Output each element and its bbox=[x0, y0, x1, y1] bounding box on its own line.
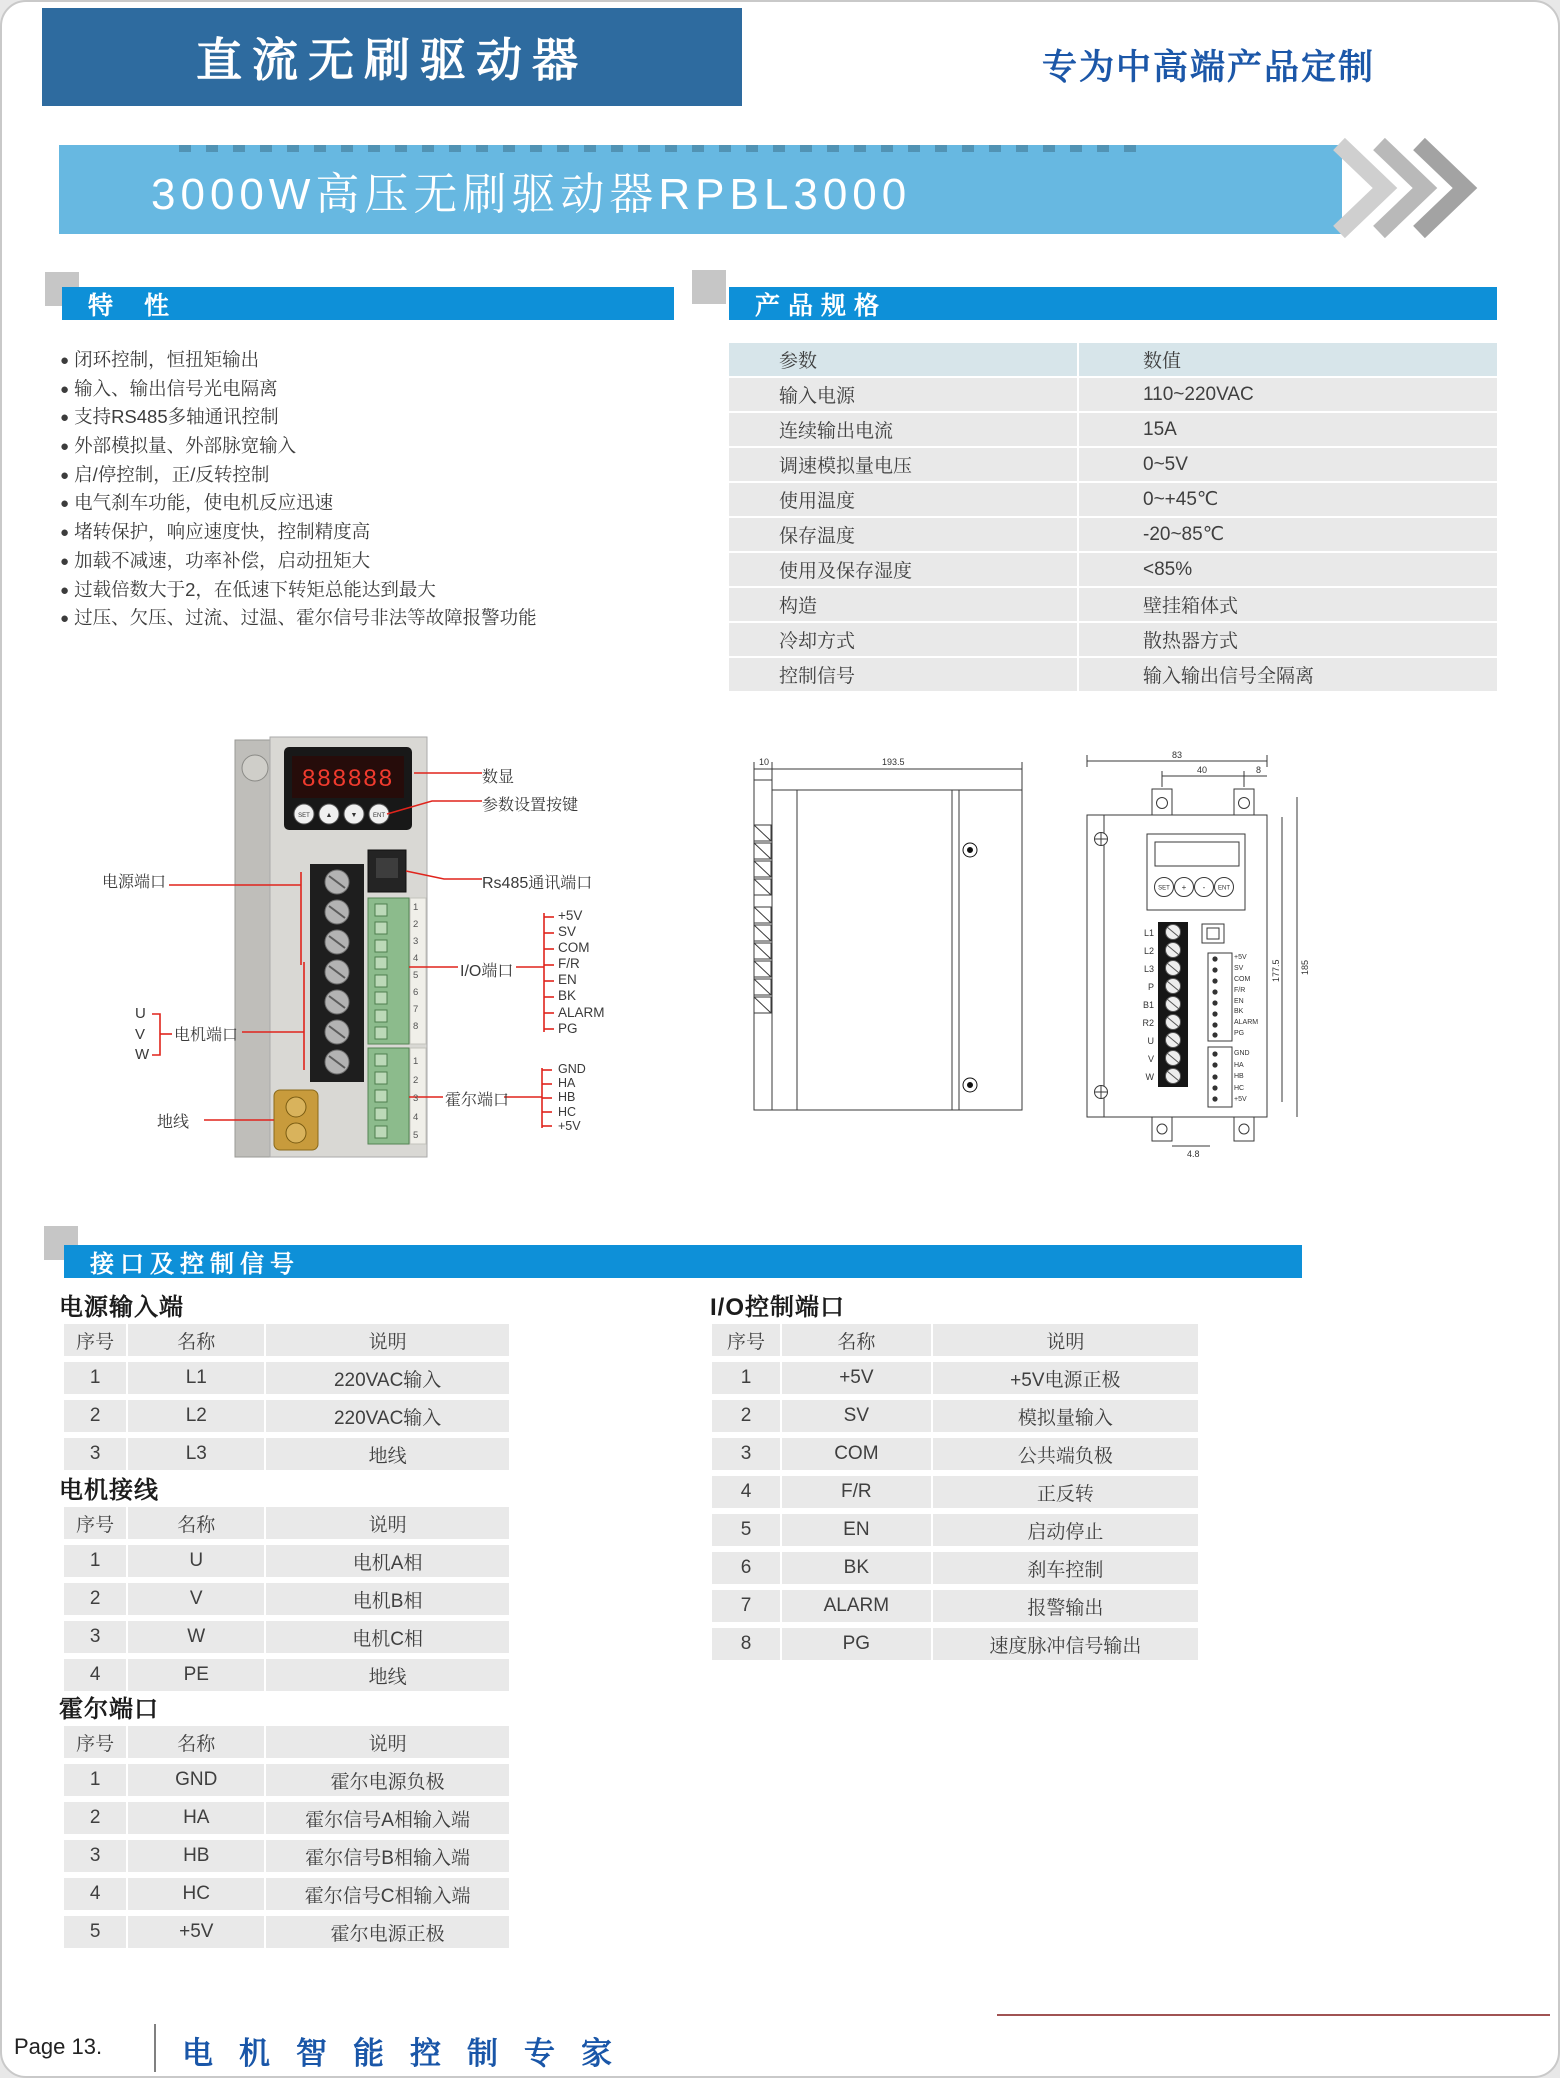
table-cell: HA bbox=[126, 1802, 264, 1834]
io-pin-label: COM bbox=[1234, 975, 1251, 983]
dim-193-5: 193.5 bbox=[882, 757, 905, 767]
table-cell: 1 bbox=[64, 1545, 126, 1577]
table-header-cell: 序号 bbox=[712, 1324, 780, 1356]
table-cell: 15A bbox=[1077, 413, 1497, 446]
header-title-box bbox=[42, 8, 742, 106]
connector-number: 1 bbox=[413, 902, 419, 913]
table-cell: HC bbox=[126, 1878, 264, 1910]
table-cell: 3 bbox=[64, 1621, 126, 1653]
terminal-label: L1 bbox=[1143, 928, 1154, 938]
table-cell: BK bbox=[780, 1552, 931, 1584]
table-cell: 调速模拟量电压 bbox=[729, 448, 1077, 481]
specs-table bbox=[729, 341, 1497, 693]
table-cell: 3 bbox=[64, 1438, 126, 1470]
table-cell: 报警输出 bbox=[931, 1590, 1198, 1622]
rs485-callout-label: Rs485通讯端口 bbox=[482, 875, 593, 892]
io-pin-label: +5V bbox=[558, 908, 583, 923]
table-cell: W bbox=[126, 1621, 264, 1653]
specs-section-bar bbox=[729, 287, 1497, 320]
table-cell: <85% bbox=[1077, 553, 1497, 586]
table-cell: 7 bbox=[712, 1590, 780, 1622]
terminal-label: R2 bbox=[1142, 1018, 1154, 1028]
up-button-icon: ▲ bbox=[325, 812, 333, 819]
table-cell: 控制信号 bbox=[729, 658, 1077, 691]
power-table-grid bbox=[64, 1318, 509, 1476]
table-cell: PG bbox=[780, 1628, 931, 1660]
table-cell: V bbox=[126, 1583, 264, 1615]
table-cell: 4 bbox=[64, 1878, 126, 1910]
table-cell: 4 bbox=[64, 1659, 126, 1691]
footer-vertical-bar bbox=[154, 2024, 156, 2072]
front-terminal-labels bbox=[1128, 924, 1154, 1086]
table-cell: 使用温度 bbox=[729, 483, 1077, 516]
table-cell: 2 bbox=[64, 1802, 126, 1834]
down-button-icon: ▼ bbox=[350, 812, 358, 819]
io-pin-label: COM bbox=[558, 940, 590, 956]
table-cell: 构造 bbox=[729, 588, 1077, 621]
table-header-cell: 名称 bbox=[780, 1324, 931, 1356]
io-pin-label: BK bbox=[1234, 1008, 1244, 1016]
io-port-label: I/O端口 bbox=[460, 963, 514, 980]
features-section-title: 特 性 bbox=[88, 291, 181, 320]
table-cell: 地线 bbox=[264, 1438, 509, 1470]
product-banner bbox=[59, 145, 1342, 234]
interface-section-bar bbox=[64, 1245, 1302, 1278]
table-cell: 电机B相 bbox=[264, 1583, 509, 1615]
dim-40: 40 bbox=[1197, 765, 1208, 775]
feature-item: ● 过压、欠压、过流、过温、霍尔信号非法等故障报警功能 bbox=[60, 604, 740, 633]
table-header-cell: 名称 bbox=[126, 1324, 264, 1356]
io-pin-label: +5V bbox=[1234, 954, 1247, 961]
front-view-drawing bbox=[1082, 747, 1322, 1165]
hall-table-grid bbox=[64, 1720, 509, 1954]
table-header-cell: 名称 bbox=[126, 1507, 264, 1539]
hall-connector-numbers bbox=[413, 1053, 418, 1146]
table-cell: L2 bbox=[126, 1400, 264, 1432]
table-header-cell: 说明 bbox=[264, 1726, 509, 1758]
io-pin-label: SV bbox=[1234, 964, 1244, 972]
io-pin-label: ALARM bbox=[1234, 1019, 1259, 1027]
table-header-cell: 序号 bbox=[64, 1507, 126, 1539]
io-pin-label: SV bbox=[558, 924, 577, 940]
table-cell: 冷却方式 bbox=[729, 623, 1077, 656]
hall-table-title: 霍尔端口 bbox=[59, 1696, 159, 1723]
table-cell: 霍尔电源负极 bbox=[264, 1764, 509, 1796]
banner-decoration bbox=[179, 145, 1142, 152]
dim-83: 83 bbox=[1172, 750, 1183, 760]
dim-185: 185 bbox=[1300, 959, 1310, 975]
table-cell: 输入输出信号全隔离 bbox=[1077, 658, 1497, 691]
terminal-label: B1 bbox=[1142, 1000, 1154, 1010]
table-cell: 1 bbox=[64, 1764, 126, 1796]
ground-label: 地线 bbox=[157, 1114, 190, 1131]
hall-pin-label: HB bbox=[558, 1090, 576, 1105]
ent-button-icon: ENT bbox=[373, 813, 385, 819]
table-cell: 输入电源 bbox=[729, 378, 1077, 411]
table-cell: +5V bbox=[780, 1362, 931, 1394]
table-header-cell: 数值 bbox=[1077, 343, 1497, 376]
io-connector-numbers bbox=[413, 899, 418, 1035]
hall-pin-labels bbox=[558, 1062, 586, 1133]
table-cell: 霍尔信号A相输入端 bbox=[264, 1802, 509, 1834]
front-hall-pin-labels bbox=[1234, 1048, 1250, 1106]
table-cell: 8 bbox=[712, 1628, 780, 1660]
hall-port-label: 霍尔端口 bbox=[445, 1092, 510, 1109]
feature-item: ● 外部模拟量、外部脉宽输入 bbox=[60, 432, 740, 461]
table-cell: 2 bbox=[712, 1400, 780, 1432]
table-header-cell: 名称 bbox=[126, 1726, 264, 1758]
hall-pin-label: +5V bbox=[558, 1118, 581, 1133]
fv-plus-button: + bbox=[1181, 883, 1187, 892]
io-pin-label: BK bbox=[558, 988, 577, 1004]
table-cell: 使用及保存湿度 bbox=[729, 553, 1077, 586]
hall-pin-label: HB bbox=[1234, 1073, 1244, 1080]
terminal-label: W bbox=[1145, 1072, 1154, 1082]
table-cell: 2 bbox=[64, 1400, 126, 1432]
motor-phase-label: W bbox=[135, 1046, 150, 1063]
table-header-cell: 说明 bbox=[931, 1324, 1198, 1356]
table-header-cell: 序号 bbox=[64, 1324, 126, 1356]
motor-phase-label: U bbox=[135, 1005, 146, 1022]
table-cell: ALARM bbox=[780, 1590, 931, 1622]
specs-section-title: 产品规格 bbox=[755, 291, 888, 320]
table-cell: 电机C相 bbox=[264, 1621, 509, 1653]
connector-number: 4 bbox=[413, 1111, 419, 1123]
terminal-label: L3 bbox=[1143, 964, 1154, 974]
hall-pin-label: GND bbox=[558, 1062, 586, 1076]
table-cell: 4 bbox=[712, 1476, 780, 1508]
table-cell: GND bbox=[126, 1764, 264, 1796]
feature-item: ● 支持RS485多轴通讯控制 bbox=[60, 403, 740, 432]
connector-number: 5 bbox=[413, 1130, 419, 1141]
motor-table-grid bbox=[64, 1501, 509, 1697]
io-pin-label: F/R bbox=[558, 956, 580, 972]
hall-pin-label: HC bbox=[1234, 1084, 1245, 1092]
table-cell: 220VAC输入 bbox=[264, 1400, 509, 1432]
table-cell: 0~5V bbox=[1077, 448, 1497, 481]
table-cell: 公共端负极 bbox=[931, 1438, 1198, 1470]
section-square bbox=[692, 270, 726, 304]
connector-number: 5 bbox=[413, 970, 419, 981]
table-cell: 1 bbox=[64, 1362, 126, 1394]
features-list bbox=[60, 346, 740, 633]
table-cell: 地线 bbox=[264, 1659, 509, 1691]
table-cell: 霍尔电源正极 bbox=[264, 1916, 509, 1948]
buttons-callout-label: 参数设置按键 bbox=[482, 797, 579, 814]
power-table-title: 电源输入端 bbox=[59, 1294, 184, 1321]
hall-pin-label: HC bbox=[558, 1104, 577, 1119]
set-button-icon: SET bbox=[298, 813, 310, 819]
table-cell: -20~85℃ bbox=[1077, 518, 1497, 551]
hall-port-table bbox=[64, 1720, 509, 1954]
table-cell: EN bbox=[780, 1514, 931, 1546]
connector-number: 2 bbox=[413, 919, 419, 930]
io-table-title: I/O控制端口 bbox=[710, 1294, 846, 1321]
table-cell: 霍尔信号B相输入端 bbox=[264, 1840, 509, 1872]
io-pin-label: PG bbox=[558, 1020, 578, 1036]
features-section-bar bbox=[62, 287, 674, 320]
front-io-pin-labels bbox=[1234, 953, 1258, 1040]
table-cell: 5 bbox=[712, 1514, 780, 1546]
specs-table-grid bbox=[729, 341, 1497, 693]
hall-pin-label: +5V bbox=[1234, 1096, 1247, 1103]
table-cell: 保存温度 bbox=[729, 518, 1077, 551]
feature-item: ● 堵转保护，响应速度快，控制精度高 bbox=[60, 518, 740, 547]
connector-number: 6 bbox=[413, 987, 419, 998]
table-cell: 模拟量输入 bbox=[931, 1400, 1198, 1432]
table-cell: 霍尔信号C相输入端 bbox=[264, 1878, 509, 1910]
table-cell: 110~220VAC bbox=[1077, 378, 1497, 411]
table-cell: 正反转 bbox=[931, 1476, 1198, 1508]
table-cell: 3 bbox=[64, 1840, 126, 1872]
dim-4-8: 4.8 bbox=[1187, 1149, 1200, 1159]
table-cell: 5 bbox=[64, 1916, 126, 1948]
side-view-drawing bbox=[747, 752, 1037, 1122]
footer-slogan: 电机智能控制专家 bbox=[182, 2036, 638, 2071]
connector-number: 3 bbox=[413, 936, 419, 947]
connector-number: 8 bbox=[413, 1021, 419, 1032]
hall-pin-label: GND bbox=[1234, 1050, 1250, 1057]
terminal-label: U bbox=[1147, 1036, 1154, 1046]
table-cell: 散热器方式 bbox=[1077, 623, 1497, 656]
table-cell: 3 bbox=[712, 1438, 780, 1470]
table-header-cell: 参数 bbox=[729, 343, 1077, 376]
table-cell: F/R bbox=[780, 1476, 931, 1508]
motor-table-title: 电机接线 bbox=[59, 1477, 159, 1504]
table-cell: 刹车控制 bbox=[931, 1552, 1198, 1584]
page-number: Page 13. bbox=[14, 2034, 103, 2059]
table-cell: +5V bbox=[126, 1916, 264, 1948]
hall-pin-label: HA bbox=[558, 1076, 576, 1091]
product-model-title: 3000W高压无刷驱动器RPBL3000 bbox=[151, 169, 912, 219]
table-cell: L1 bbox=[126, 1362, 264, 1394]
table-cell: 0~+45℃ bbox=[1077, 483, 1497, 516]
table-cell: 速度脉冲信号输出 bbox=[931, 1628, 1198, 1660]
table-cell: 220VAC输入 bbox=[264, 1362, 509, 1394]
connector-number: 3 bbox=[413, 1093, 419, 1104]
table-cell: U bbox=[126, 1545, 264, 1577]
terminal-label: L2 bbox=[1143, 946, 1154, 956]
header-tagline: 专为中高端产品定制 bbox=[1042, 48, 1376, 87]
display-callout-label: 数显 bbox=[482, 769, 515, 786]
table-cell: 启动停止 bbox=[931, 1514, 1198, 1546]
table-cell: L3 bbox=[126, 1438, 264, 1470]
fv-set-button: SET bbox=[1158, 885, 1170, 892]
table-cell: SV bbox=[780, 1400, 931, 1432]
terminal-label: P bbox=[1147, 982, 1154, 992]
page-title: 直流无刷驱动器 bbox=[196, 34, 588, 86]
footer-divider bbox=[997, 2014, 1550, 2016]
terminal-label: V bbox=[1147, 1054, 1154, 1064]
hall-pin-label: HA bbox=[1234, 1061, 1244, 1069]
table-cell: 1 bbox=[712, 1362, 780, 1394]
connector-number: 7 bbox=[413, 1004, 419, 1015]
feature-item: ● 闭环控制，恒扭矩输出 bbox=[60, 346, 740, 375]
display-digits: 888888 bbox=[301, 765, 395, 792]
table-cell: HB bbox=[126, 1840, 264, 1872]
table-cell: 壁挂箱体式 bbox=[1077, 588, 1497, 621]
feature-item: ● 加载不减速，功率补偿，启动扭矩大 bbox=[60, 547, 740, 576]
fv-ent-button: ENT bbox=[1218, 885, 1230, 892]
table-header-cell: 序号 bbox=[64, 1726, 126, 1758]
motor-phase-label: V bbox=[135, 1025, 146, 1043]
connector-number: 4 bbox=[413, 953, 419, 964]
io-table-grid bbox=[712, 1318, 1198, 1666]
dim-177-5: 177.5 bbox=[1271, 959, 1281, 982]
table-header-cell: 说明 bbox=[264, 1324, 509, 1356]
motor-wiring-table bbox=[64, 1501, 509, 1697]
io-pin-label: F/R bbox=[1234, 986, 1246, 994]
fv-minus-button: - bbox=[1202, 883, 1206, 892]
power-input-table bbox=[64, 1318, 509, 1476]
table-cell: COM bbox=[780, 1438, 931, 1470]
io-pin-label: ALARM bbox=[558, 1004, 605, 1020]
feature-item: ● 电气刹车功能，使电机反应迅速 bbox=[60, 489, 740, 518]
table-cell: PE bbox=[126, 1659, 264, 1691]
feature-item: ● 过载倍数大于2，在低速下转矩总能达到最大 bbox=[60, 576, 740, 605]
chevrons-icon bbox=[1327, 138, 1537, 238]
power-port-label: 电源端口 bbox=[102, 874, 167, 891]
table-cell: 电机A相 bbox=[264, 1545, 509, 1577]
io-pin-label: EN bbox=[1234, 997, 1244, 1005]
table-cell: 6 bbox=[712, 1552, 780, 1584]
table-cell: 2 bbox=[64, 1583, 126, 1615]
motor-phase-labels bbox=[135, 1004, 149, 1066]
feature-item: ● 输入、输出信号光电隔离 bbox=[60, 375, 740, 404]
dim-10: 10 bbox=[759, 757, 770, 767]
motor-port-label: 电机端口 bbox=[174, 1027, 239, 1044]
feature-item: ● 启/停控制，正/反转控制 bbox=[60, 461, 740, 490]
connector-number: 2 bbox=[413, 1074, 419, 1086]
io-pin-label: EN bbox=[558, 972, 577, 988]
dim-8: 8 bbox=[1256, 765, 1262, 775]
table-cell: +5V电源正极 bbox=[931, 1362, 1198, 1394]
connector-number: 1 bbox=[413, 1056, 419, 1067]
table-header-cell: 说明 bbox=[264, 1507, 509, 1539]
interface-section-title: 接口及控制信号 bbox=[90, 1251, 300, 1278]
io-pin-label: PG bbox=[1234, 1030, 1245, 1038]
io-pin-labels bbox=[558, 908, 605, 1037]
io-control-table bbox=[712, 1318, 1198, 1666]
table-cell: 连续输出电流 bbox=[729, 413, 1077, 446]
